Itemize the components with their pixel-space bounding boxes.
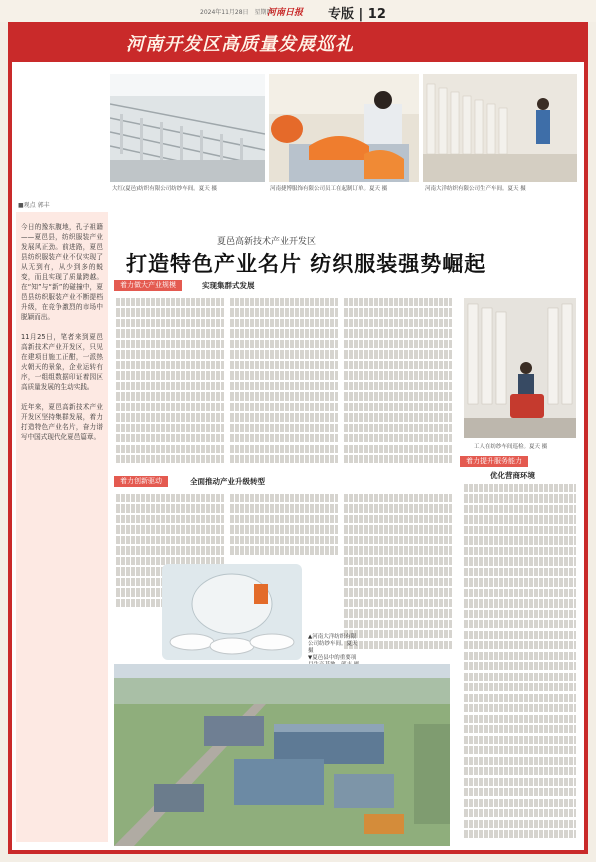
photo-caption-3: 河南大洋纺织有限公司生产车间。夏天 摄 [425,186,526,192]
byline: ■观点 郭丰 [18,202,50,209]
article-text-block [230,494,338,564]
commentary-paragraph: 近年来，夏邑高新技术产业开发区坚持集群发展，着力打造特色产业名片，奋力谱写中国式现代化夏邑篇章。 [21,403,103,441]
feature-banner [8,22,588,62]
commentary-paragraph: 今日的豫东腹地，孔子祖籍——夏邑县，纺织服装产业发展风正劲。前进路，夏邑县纺织服装产业不仅实现了从无到有，从少到多的蜕变，而且实现了质量跨越。在“知”与“新”的碰撞中，夏邑县纺织服装产业不断提档升级，在竞争激烈的市场中脱颖而出。 [21,223,103,321]
feature-frame [8,22,588,854]
section-heading: 全面推动产业升级转型 [190,477,265,486]
spinning-line-photo [423,74,577,182]
section-header [114,280,314,291]
section-pill: 着力做大产业规模 [114,280,182,291]
industrial-park-aerial-photo [114,664,450,846]
article-subtitle: 夏邑高新技术产业开发区 [217,237,317,247]
banner-title: 河南开发区高质量发展巡礼 [126,34,354,55]
section-heading: 优化营商环境 [490,471,535,480]
photo-caption-2: 河南捷博服饰有限公司员工在起制订单。夏天 摄 [270,186,388,192]
section-heading: 实现集群式发展 [202,281,255,290]
garment-worker-photo [269,74,419,182]
article-text-block [344,494,452,664]
article-text-block [464,484,576,846]
section-pill: 着力提升服务能力 [460,456,528,467]
newspaper-logo: 河南日报 [267,8,304,18]
photo-caption-1: 大红(夏邑)纺织有限公司纺纱车间。夏天 摄 [112,186,218,192]
factory-vehicle-photo [464,298,576,438]
side-photo-caption: 工人在纺纱车间巡检。夏天 摄 [474,444,548,450]
article-text-block [344,298,452,468]
commentary-column [16,202,108,842]
commentary-paragraph: 11月25日，笔者来到夏邑高新技术产业开发区，只见在建项目施工正酣，一派热火朝天的景象，企业运转有序，一组组数据印证着园区高质量发展的生动实践。 [21,333,103,391]
section-label: 专版 | 12 [328,7,386,22]
content-panel [12,62,584,850]
section-pill: 着力创新驱动 [114,476,168,487]
article-text-block [230,298,338,468]
page-header [0,0,596,22]
article-title: 打造特色产业名片 纺织服装强势崛起 [126,251,487,276]
issue-date: 2024年11月28日 星期四 [200,9,273,16]
article-text-block [116,298,224,468]
yarn-machine-photo [162,564,302,660]
section-header [460,456,580,480]
inset-photo-caption: ▲河南大洋纺织有限公司纺纱车间。夏天 摄 ▼夏邑县中的重要项 [308,634,358,661]
section-header [114,476,354,487]
textile-machine-photo [110,74,265,182]
